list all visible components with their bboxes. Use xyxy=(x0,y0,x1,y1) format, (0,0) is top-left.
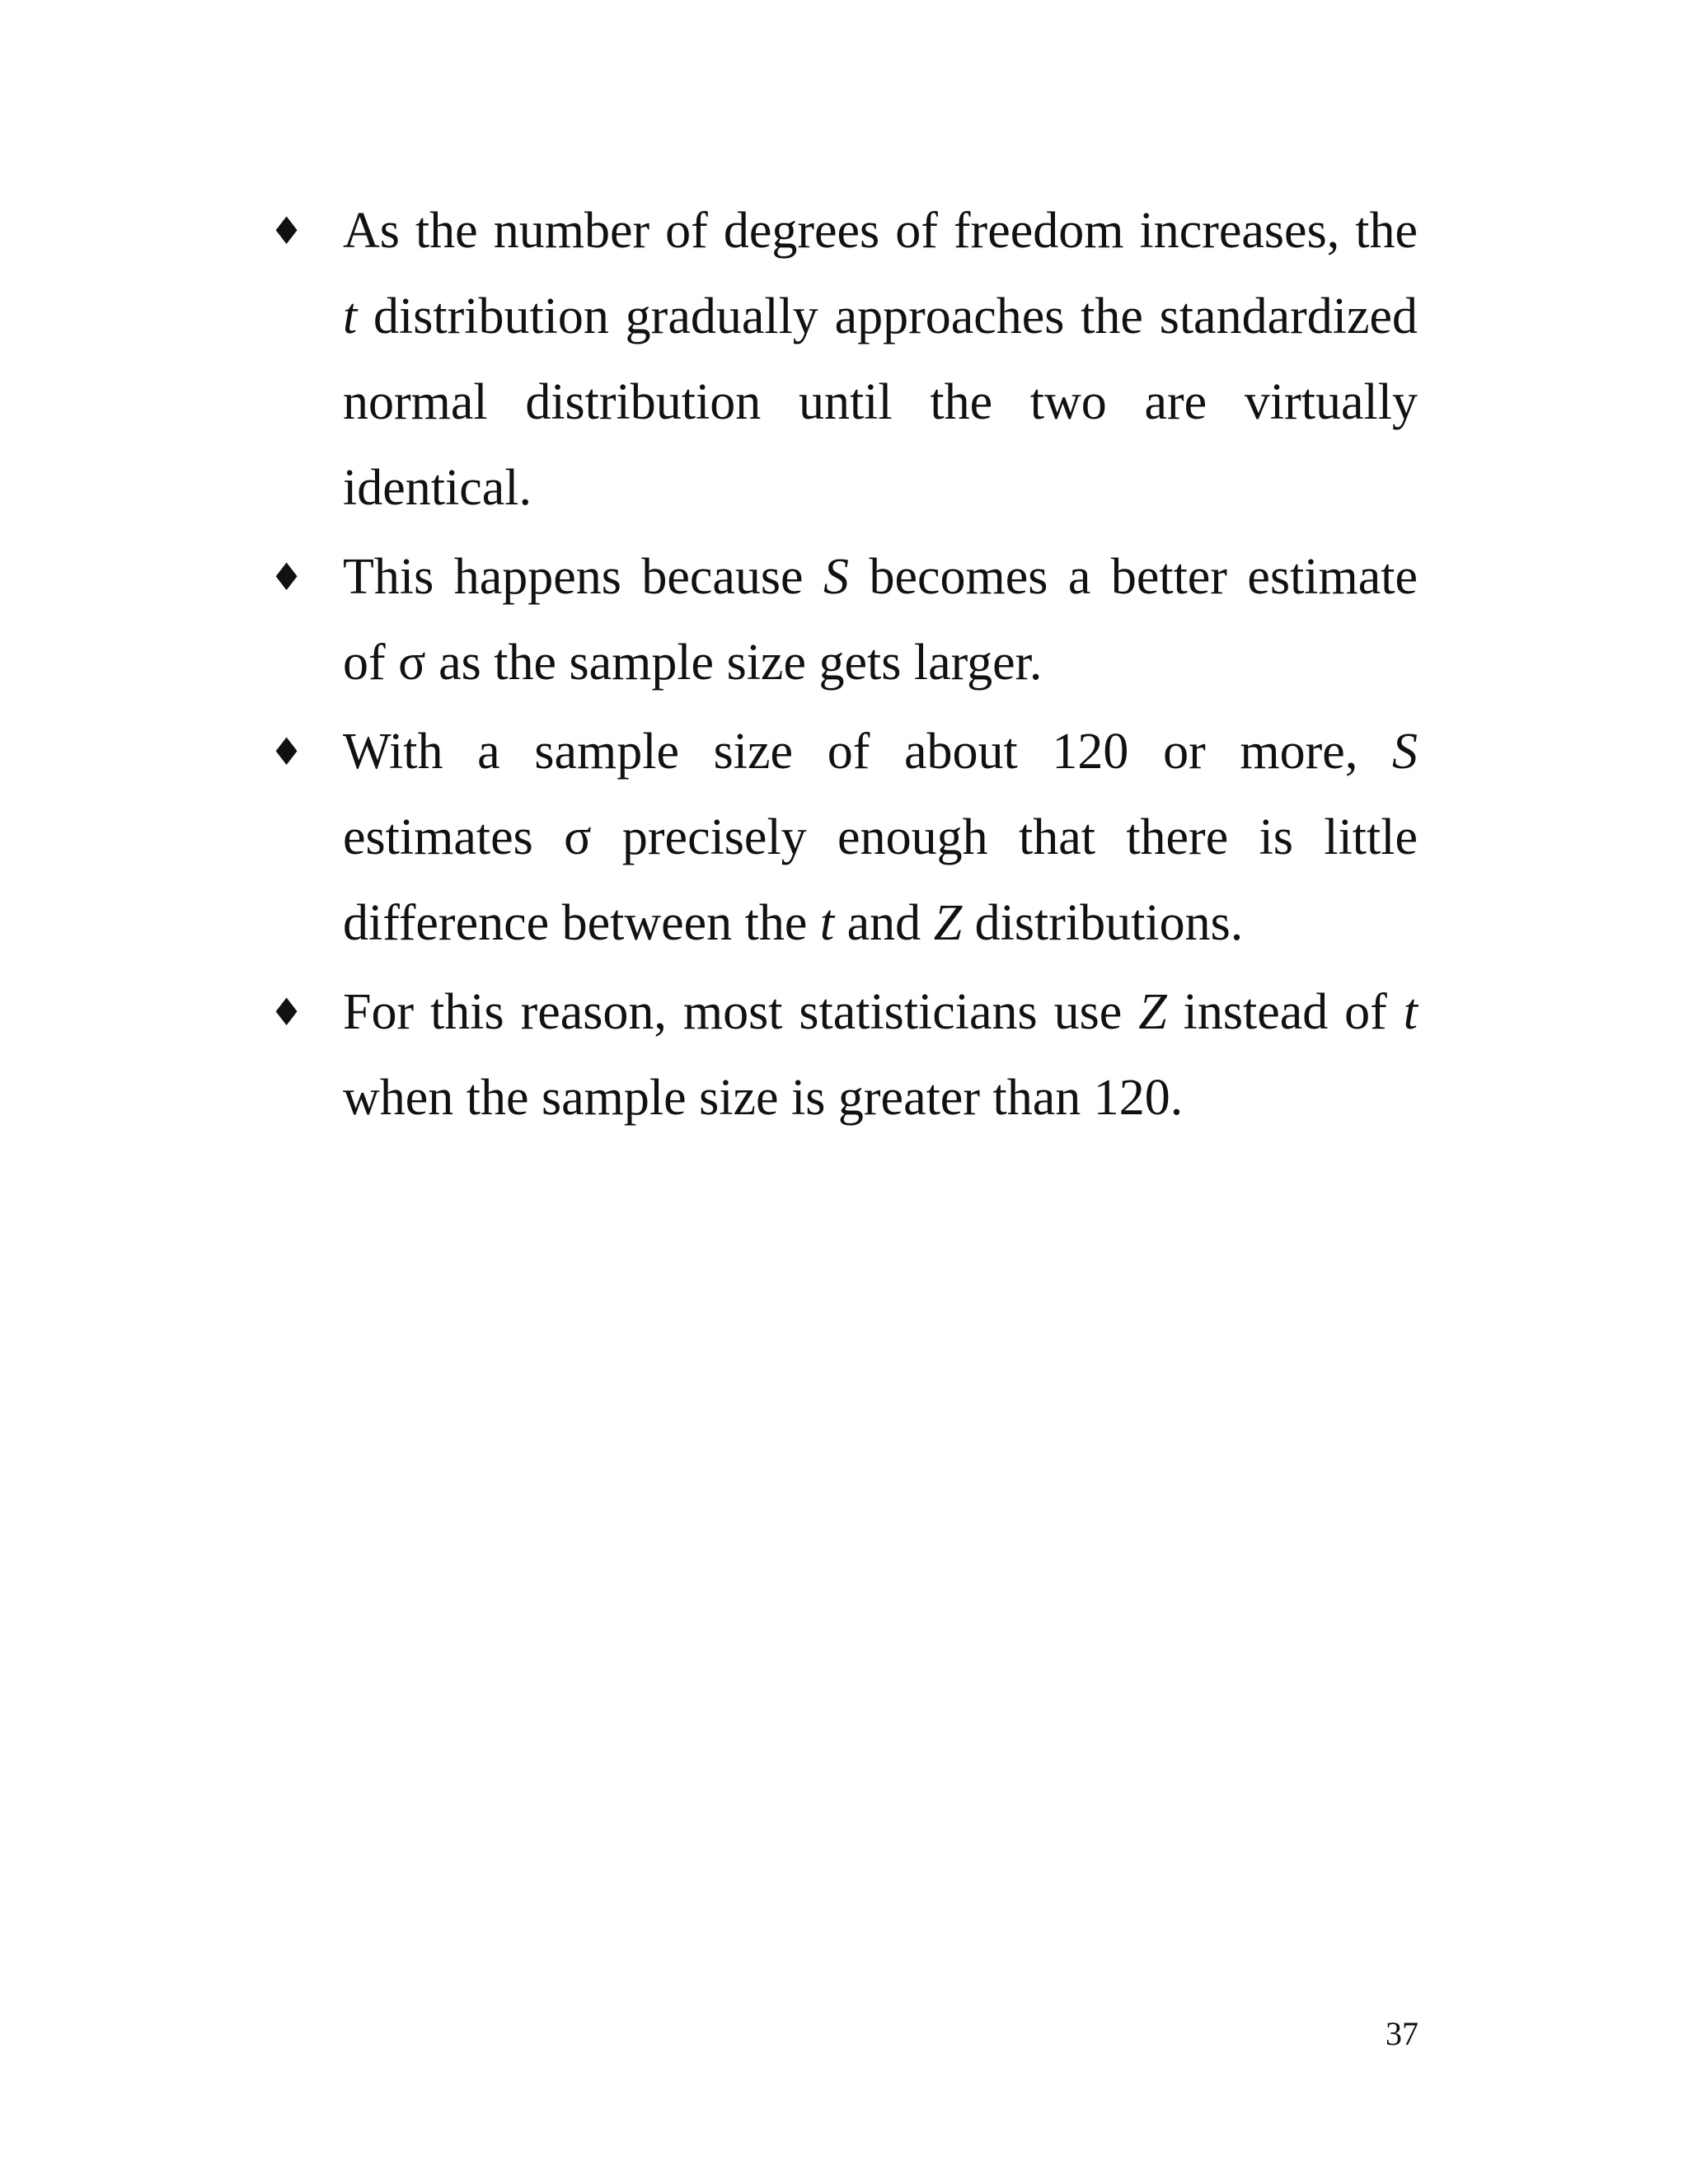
diamond-bullet-icon: ♦ xyxy=(270,729,304,774)
bullet-4-variable-t: t xyxy=(1403,984,1418,1040)
bullet-2-text-1: This happens because xyxy=(343,549,823,605)
bullet-item-1 xyxy=(270,188,1418,531)
bullet-2-text-2: becomes a better estimate of σ as the sample size gets larger. xyxy=(343,549,1418,691)
bullet-item-4 xyxy=(270,969,1418,1141)
bullet-4-text-1: For this reason, most statisticians use xyxy=(343,984,1139,1040)
diamond-bullet-icon: ♦ xyxy=(270,209,304,253)
bullet-3-text-3: and xyxy=(834,895,934,951)
bullet-1-text-1: As the number of degrees of freedom increases, the xyxy=(343,203,1418,259)
bullet-4-variable-z: Z xyxy=(1138,984,1167,1040)
bullet-3-variable-z: Z xyxy=(933,895,963,951)
bullet-3-text-4: distributions. xyxy=(962,895,1244,951)
bullet-item-2 xyxy=(270,534,1418,705)
bullet-3-variable-s: S xyxy=(1392,724,1418,780)
bullet-item-3 xyxy=(270,709,1418,966)
bullet-2-variable-s: S xyxy=(823,549,849,605)
bullet-3-text-1: With a sample size of about 120 or more, xyxy=(343,724,1392,780)
page-number: 37 xyxy=(1386,2015,1418,2052)
bullet-4-text-2: instead of xyxy=(1166,984,1404,1040)
bullet-4-text-3: when the sample size is greater than 120. xyxy=(343,1070,1184,1126)
bullet-3-text-2: estimates σ precisely enough that there is little difference between the xyxy=(343,809,1418,951)
diamond-bullet-icon: ♦ xyxy=(270,990,304,1034)
bullet-list xyxy=(270,188,1418,1144)
bullet-1-variable-t: t xyxy=(343,288,358,344)
bullet-3-variable-t: t xyxy=(819,895,835,951)
bullet-1-text-2: distribution gradually approaches the standardized normal distribution until the two are virtually identical. xyxy=(343,288,1418,516)
diamond-bullet-icon: ♦ xyxy=(270,555,304,599)
